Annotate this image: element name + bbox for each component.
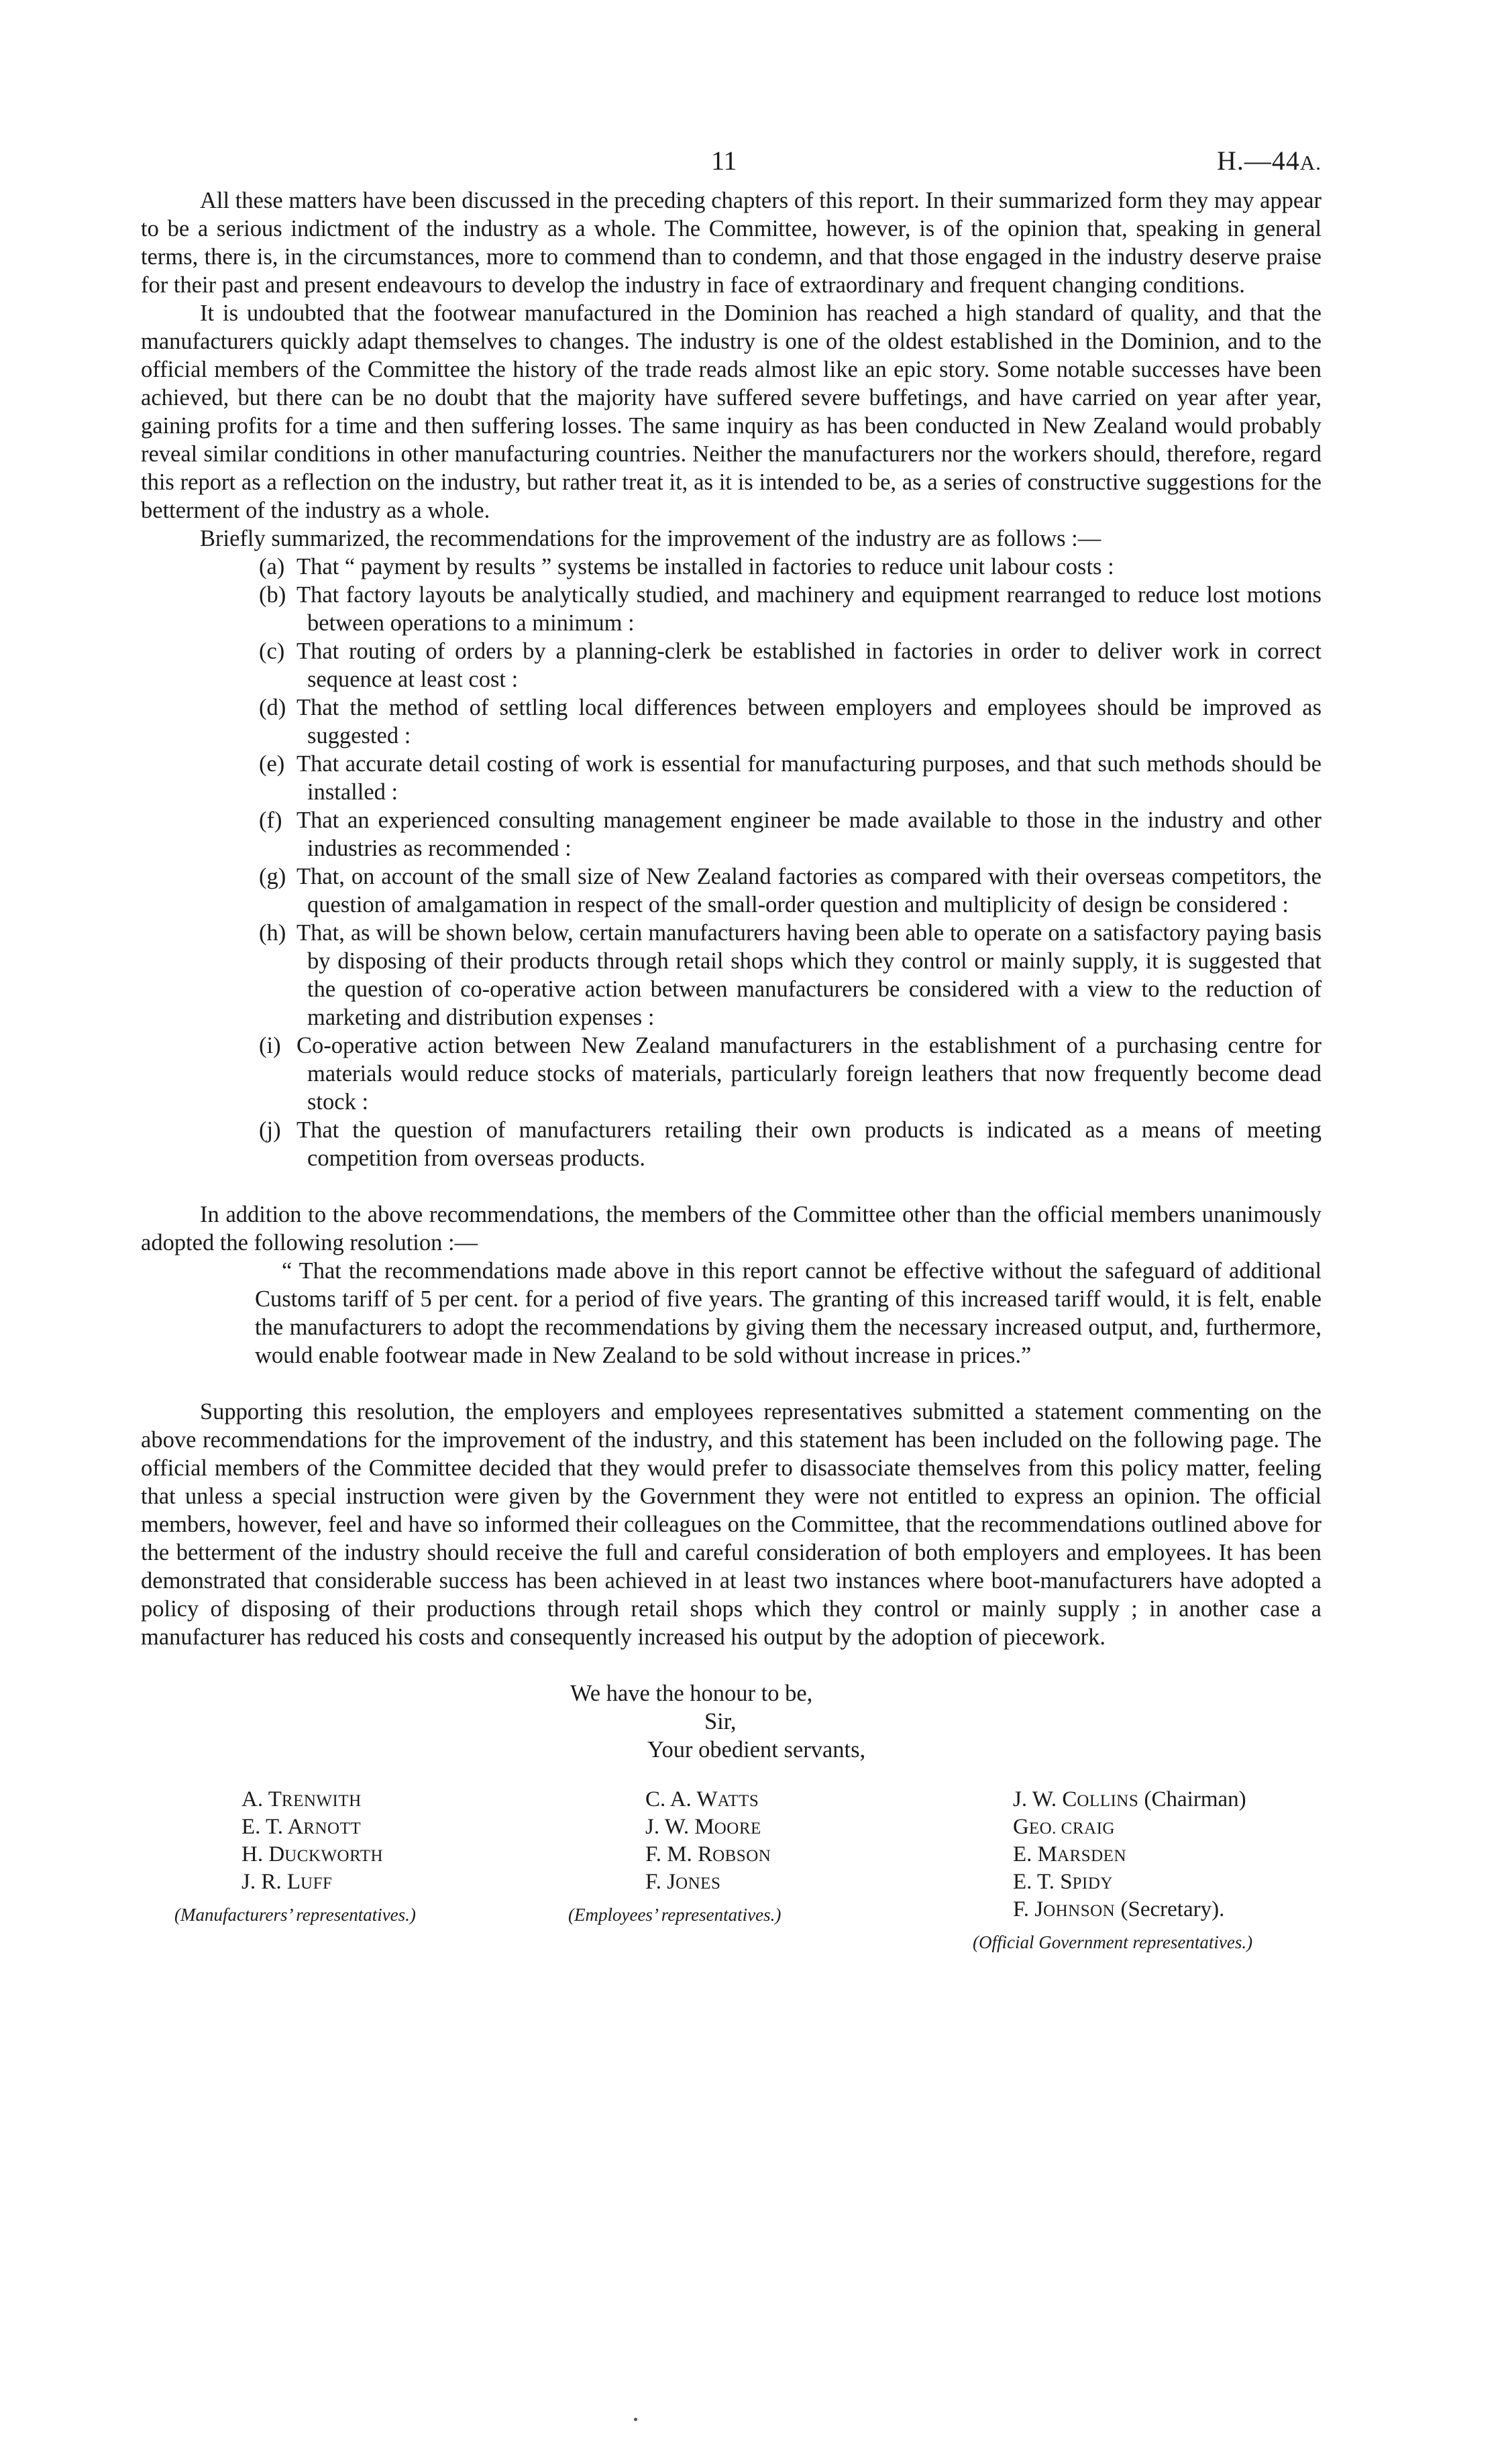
recommendation-text: That accurate detail costing of work is essential for manufacturing purposes, and that such methods should be installed :	[297, 751, 1322, 805]
signatories-manufacturers	[174, 1787, 416, 1928]
signatory-name: E. T. ARNOTT	[241, 1815, 362, 1839]
recommendation-text: That, as will be shown below, certain manufacturers having been able to operate on a satisfactory paying basis by disposing of their products through retail shops which they control or mainly supply, it is suggested that the question of co-operative action between manufacturers be considered with a view to the reduction of marketing and distribution expenses :	[297, 920, 1322, 1030]
signatory-name: F. M. ROBSON	[645, 1842, 771, 1866]
signatories-official	[973, 1787, 1253, 1956]
signatory-name: J. W. COLLINS (Chairman)	[1013, 1787, 1246, 1811]
recommendation-text: That an experienced consulting management engineer be made available to those in the industry and other industries as recommended :	[297, 807, 1322, 861]
signatory-name: F. JOHNSON (Secretary).	[1013, 1897, 1225, 1921]
closing-salutation	[570, 1679, 1322, 1764]
recommendation-item	[200, 1116, 1322, 1172]
document-reference	[1217, 145, 1322, 176]
recommendation-text: That factory layouts be analytically studied, and machinery and equipment rearranged to reduce lost motions between operations to a minimum :	[297, 582, 1322, 636]
recommendation-text: That the method of settling local differences between employers and employees should be improved as suggested :	[297, 695, 1322, 748]
paragraph-resolution-intro: In addition to the above recommendations, the members of the Committee other than the official members unanimously adopted the following resolution :—	[141, 1202, 1322, 1255]
recommendation-label: (d)	[259, 695, 286, 720]
recommendation-label: (j)	[259, 1117, 281, 1143]
recommendation-text: That, on account of the small size of New Zealand factories as compared with their overseas competitors, the question of amalgamation in respect of the small-order question and multiplicity of design be considered :	[297, 864, 1322, 917]
page-number: 11	[711, 146, 737, 176]
recommendation-text: That routing of orders by a planning-clerk be established in factories in order to deliver work in correct sequence at least cost :	[297, 638, 1322, 692]
signatory-role: (Employees’ representatives.)	[568, 1905, 782, 1925]
signatories-employees	[568, 1787, 782, 1928]
signatory-name: J. W. MOORE	[645, 1815, 761, 1839]
recommendation-label: (c)	[259, 638, 285, 664]
recommendation-label: (a)	[259, 554, 285, 579]
recommendation-label: (h)	[259, 920, 286, 946]
recommendation-label: (e)	[259, 751, 285, 777]
recommendation-label: (f)	[259, 807, 282, 833]
resolution-text: “ That the recommendations made above in this report cannot be effective without the safeguard of additional Customs tariff of 5 per cent. for a period of five years. The granting of this increased tariff would, it is felt, enable the manufacturers to adopt the recommendations by giving them the necessary increased output, and, furthermore, would enable footwear made in New Zealand to be sold without increase in prices.”	[255, 1258, 1322, 1368]
recommendation-label: (g)	[259, 864, 286, 889]
spacer	[141, 1369, 1322, 1398]
signatory-name: GEO. CRAIG	[1013, 1815, 1115, 1839]
recommendation-label: (b)	[259, 582, 286, 608]
closing-line-3: Your obedient servants,	[647, 1737, 866, 1762]
recommendation-item	[200, 637, 1322, 693]
recommendation-item	[200, 553, 1322, 581]
signatory-name: E. T. SPIDY	[1013, 1870, 1113, 1894]
signatories	[141, 1787, 1322, 1974]
signatory-name: J. R. LUFF	[241, 1870, 333, 1894]
signatory-role: (Official Government representatives.)	[973, 1932, 1253, 1952]
recommendations-list	[141, 553, 1322, 1172]
paragraph-quality: It is undoubted that the footwear manufactured in the Dominion has reached a high standard of quality, and that the manufacturers quickly adapt themselves to changes. The industry is one of the oldest established in the Dominion, and to the official members of the Committee the history of the trade reads almost like an epic story. Some notable successes have been achieved, but there can be no doubt that the majority have suffered severe buffetings, and have carried on year after year, gaining profits for a time and then suffering losses. The same inquiry as has been conducted in New Zealand would probably reveal similar conditions in other manufacturing countries. Neither the manufacturers nor the workers should, therefore, regard this report as a reflection on the industry, but rather treat it, as it is intended to be, as a series of constructive suggestions for the betterment of the industry as a whole.	[141, 300, 1322, 523]
spacer	[141, 1172, 1322, 1200]
signatory-name: C. A. WATTS	[645, 1787, 759, 1811]
recommendation-item	[200, 693, 1322, 750]
recommendation-item	[200, 862, 1322, 919]
signatory-name: A. TRENWITH	[241, 1787, 362, 1811]
recommendation-item	[200, 750, 1322, 806]
signatory-name: F. JONES	[645, 1870, 721, 1894]
recommendation-text: Co-operative action between New Zealand manufacturers in the establishment of a purchasing centre for materials would reduce stocks of materials, particularly foreign leathers that now frequently become dead stock :	[297, 1033, 1322, 1115]
signatory-role: (Manufacturers’ representatives.)	[174, 1905, 416, 1925]
paragraph-summary: All these matters have been discussed in the preceding chapters of this report. In their summarized form they may appear to be a serious indictment of the industry as a whole. The Committee, however, is of the opinion that, speaking in general terms, there is, in the circumstances, more to commend than to condemn, and that those engaged in the industry deserve praise for their past and present endeavours to develop the industry in face of extraordinary and frequent changing conditions.	[141, 188, 1322, 298]
signatory-name: H. DUCKWORTH	[241, 1842, 384, 1866]
recommendation-item	[200, 806, 1322, 862]
closing-line-2: Sir,	[704, 1709, 737, 1734]
closing-line-1: We have the honour to be,	[570, 1681, 813, 1706]
recommendation-label: (i)	[259, 1033, 281, 1058]
recommendation-item	[200, 1031, 1322, 1116]
signatory-name: E. MARSDEN	[1013, 1842, 1127, 1866]
recommendation-item	[200, 919, 1322, 1031]
recommendation-item	[200, 581, 1322, 637]
page-header	[141, 134, 1322, 181]
printer-dot	[634, 2418, 637, 2421]
doc-ref-main: H.—44	[1216, 146, 1300, 176]
resolution-quote	[141, 1257, 1322, 1369]
recommendation-text: That the question of manufacturers retailing their own products is indicated as a means of meeting competition from overseas products.	[297, 1117, 1322, 1171]
recommendation-text: That “ payment by results ” systems be installed in factories to reduce unit labour costs :	[297, 554, 1114, 579]
paragraph-supporting: Supporting this resolution, the employers and employees representatives submitted a statement commenting on the above recommendations for the improvement of the industry, and this statement has been included on the following page. The official members of the Committee decided that they would prefer to disassociate themselves from this policy matter, feeling that unless a special instruction were given by the Government they were not entitled to express an opinion. The official members, however, feel and have so informed their colleagues on the Committee, that the recommendations outlined above for the betterment of the industry should receive the full and careful consideration of both employers and employees. It has been demonstrated that considerable success has been achieved in at least two instances where boot-manufacturers have adopted a policy of disposing of their productions through retail shops which they control or mainly supply ; in another case a manufacturer has reduced his costs and consequently increased his output by the adoption of piecework.	[141, 1399, 1322, 1650]
paragraph-recommendations-intro: Briefly summarized, the recommendations for the improvement of the industry are as follows :—	[200, 526, 1101, 551]
doc-ref-suffix: A.	[1299, 151, 1322, 174]
document-page	[141, 134, 1322, 1974]
